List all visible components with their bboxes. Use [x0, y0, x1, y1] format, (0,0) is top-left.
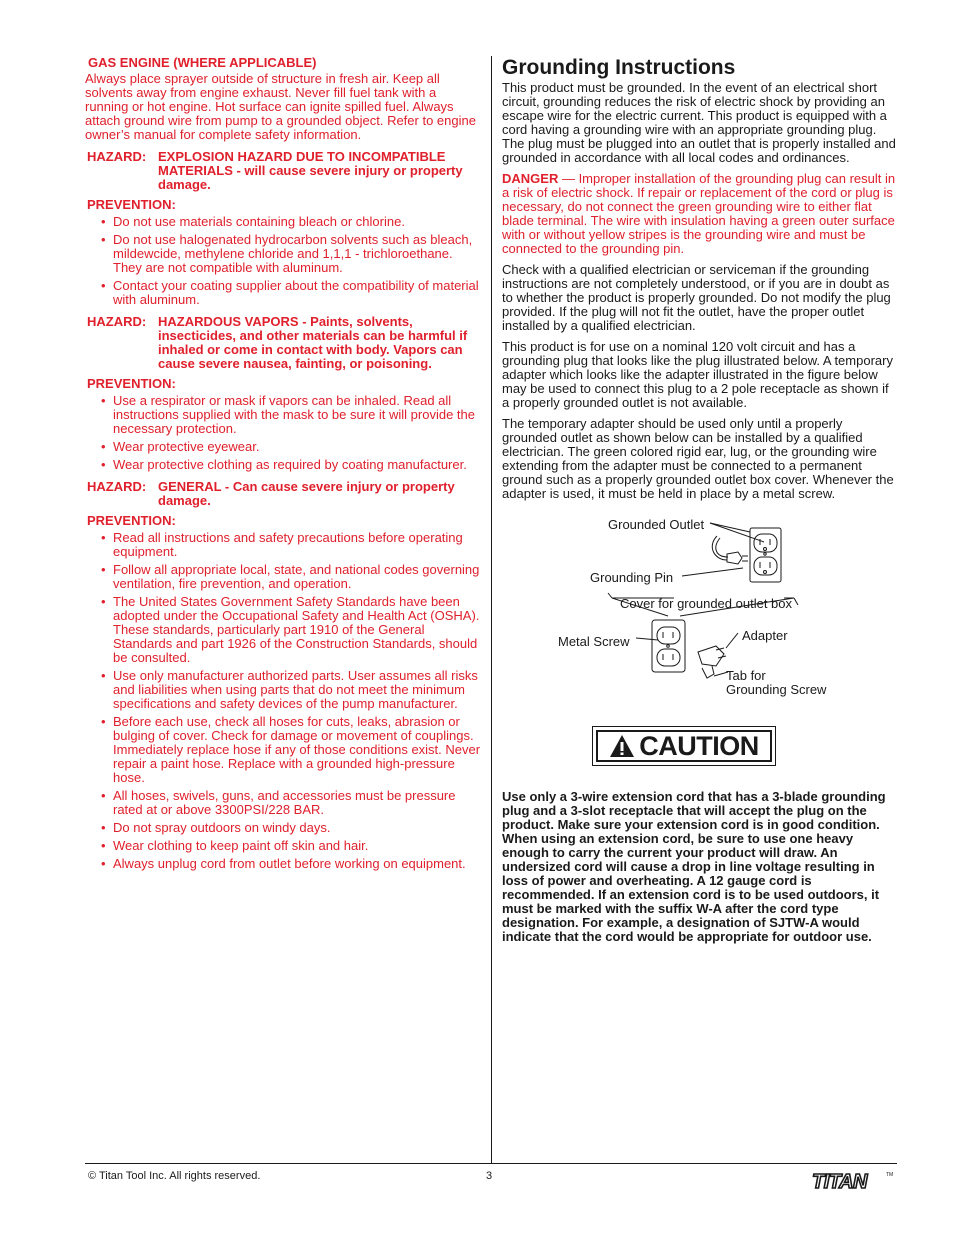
left-column: [85, 56, 481, 879]
prevention-label: PREVENTION:: [87, 376, 176, 391]
hazard-text: HAZARDOUS VAPORS - Paints, solvents, insecticides, and other materials can be harmful if inhaled or come in contact with body. Vapors can cause severe nausea, fainting, or poisoning.: [158, 314, 468, 371]
hazard-label: HAZARD:: [87, 479, 147, 494]
label-grounded-outlet: Grounded Outlet: [608, 517, 705, 532]
adapter-paragraph: The temporary adapter should be used only until a properly grounded outlet as shown below can be installed by a qualified electrician. The green colored rigid ear, lug, or the grounding wire extending from the adapter must be connected to a permanent ground such as a properly grounded outlet box cover. Whenever the adapter is used, it must be held in place by a metal screw.: [502, 416, 894, 501]
list-item: • Before each use, check all hoses for cuts, leaks, abrasion or bulging of cover. Check for damage or movement of couplings. Immediately replace hose if any of those conditions exist. Never repair a paint hose. Replace with a grounded high-pressure hose.: [101, 714, 481, 785]
list-item: • Follow all appropriate local, state, and national codes governing ventilation, fire prevention, and operation.: [101, 562, 480, 591]
list-item: • Do not use halogenated hydrocarbon solvents such as bleach, mildewcide, methylene chloride and 1,1,1 - trichloroethane. They are not compatible with aluminum.: [101, 232, 473, 275]
list-item: • Read all instructions and safety precautions before operating equipment.: [101, 530, 463, 559]
hazard-label: HAZARD:: [87, 314, 147, 329]
label-adapter: Adapter: [742, 628, 788, 643]
list-item: • Wear protective clothing as required by coating manufacturer.: [101, 457, 467, 472]
caution-box: [592, 726, 776, 766]
warning-triangle-icon: [609, 734, 635, 758]
danger-paragraph: [502, 172, 898, 256]
hazard-text: GENERAL - Can cause severe injury or property damage.: [158, 479, 455, 508]
intro-paragraph: This product must be grounded. In the event of an electrical short circuit, grounding reduces the risk of electric shock by providing an escape wire for the electric current. This product is equipped with a cord having a grounding wire with an appropriate grounding plug. The plug must be plugged into an outlet that is properly installed and grounded in accordance with all local codes and ordinances.: [502, 80, 896, 165]
list-item: • The United States Government Safety Standards have been adopted under the Occupational Safety and Health Act (OSHA). These standards, particularly part 1910 of the General Standards and part 1926 of the Construction Standards, should be consulted.: [101, 594, 480, 665]
hazard-section-general: [85, 480, 481, 871]
svg-text:TITAN: TITAN: [812, 1171, 867, 1192]
column-divider: [491, 56, 492, 1164]
list-item: • Use a respirator or mask if vapors can be inhaled. Read all instructions supplied with the mask to be sure it will provide the necessary protection.: [101, 393, 476, 436]
hazard-section-vapors: [85, 315, 481, 472]
list-item: • Wear clothing to keep paint off skin and hair.: [101, 838, 369, 853]
nominal-paragraph: This product is for use on a nominal 120 volt circuit and has a grounding plug that looks like the plug illustrated below. A temporary adapter which looks like the adapter illustrated in the figure below may be used to connect this plug to a 2 pole receptacle as shown if a properly grounded outlet is not available.: [502, 339, 893, 410]
label-metal-screw: Metal Screw: [558, 634, 630, 649]
titan-logo-mark: [810, 1170, 896, 1192]
label-grounding-pin: Grounding Pin: [590, 570, 674, 585]
hazard-section-explosion: [85, 150, 481, 307]
page-number: 3: [486, 1170, 493, 1182]
label-tab-for: Tab for: [726, 668, 766, 683]
footer-rule: [85, 1163, 897, 1164]
right-column: [502, 56, 898, 951]
list-item: • Do not use materials containing bleach or chlorine.: [101, 214, 405, 229]
label-grounding-screw: Grounding Screw: [726, 682, 827, 697]
list-item: • Always unplug cord from outlet before working on equipment.: [101, 856, 466, 871]
gas-engine-heading: GAS ENGINE (WHERE APPLICABLE): [88, 55, 317, 70]
page-title: Grounding Instructions: [502, 56, 736, 79]
list-item: • All hoses, swivels, guns, and accessories must be pressure rated at or above 3300PSI/228 BAR.: [101, 788, 456, 817]
list-item: • Contact your coating supplier about the compatibility of material with aluminum.: [101, 278, 479, 307]
hazard-label: HAZARD:: [87, 149, 147, 164]
danger-label: DANGER: [502, 171, 559, 186]
list-item: • Use only manufacturer authorized parts. User assumes all risks and liabilities when using parts that do not meet the minimum specifications and safety devices of the pump manufacturer.: [101, 668, 478, 711]
prevention-label: PREVENTION:: [87, 197, 176, 212]
titan-logo: [810, 1170, 896, 1197]
label-cover-box: Cover for grounded outlet box: [620, 596, 792, 611]
check-paragraph: Check with a qualified electrician or serviceman if the grounding instructions are not completely understood, or if you are in doubt as to whether the product is properly grounded. Do not modify the plug provided. If the plug will not fit the outlet, have the proper outlet installed by a qualified electrician.: [502, 262, 891, 333]
list-item: • Wear protective eyewear.: [101, 439, 260, 454]
prevention-label: PREVENTION:: [87, 513, 176, 528]
svg-text:TM: TM: [886, 1172, 894, 1178]
hazard-text: EXPLOSION HAZARD DUE TO INCOMPATIBLE MATERIALS - will cause severe injury or property damage.: [158, 149, 463, 192]
footer-copyright: © Titan Tool Inc. All rights reserved.: [88, 1170, 261, 1182]
list-item: • Do not spray outdoors on windy days.: [101, 820, 331, 835]
danger-text: — Improper installation of the grounding plug can result in a risk of electric shock. If repair or replacement of the cord or plug is necessary, do not connect the green grounding wire to either flat blade terminal. The wire with insulation having a green outer surface with or without yellow stripes is the grounding wire and must be connected to the grounding pin.: [502, 171, 896, 256]
caution-label: CAUTION: [639, 731, 759, 761]
gas-engine-text: Always place sprayer outside of structure in fresh air. Keep all solvents away from engine exhaust. Never fill fuel tank with a running or hot engine. Hot surface can ignite spilled fuel. Always attach ground wire from pump to a grounded object. Refer to engine owner’s manual for complete safety information.: [85, 71, 476, 142]
grounding-figure: [502, 508, 898, 708]
extension-cord-note: Use only a 3-wire extension cord that has a 3-blade grounding plug and a 3-slot receptacle that will accept the plug on the product. Make sure your extension cord is in good condition. When using an extension cord, be sure to use one heavy enough to carry the current your product will draw. An undersized cord will cause a drop in line voltage resulting in loss of power and overheating. A 12 gauge cord is recommended. If an extension cord is to be used outdoors, it must be marked with the suffix W-A after the cord type designation. For example, a designation of SJTW-A would indicate that the cord would be appropriate for outdoor use.: [502, 789, 886, 944]
